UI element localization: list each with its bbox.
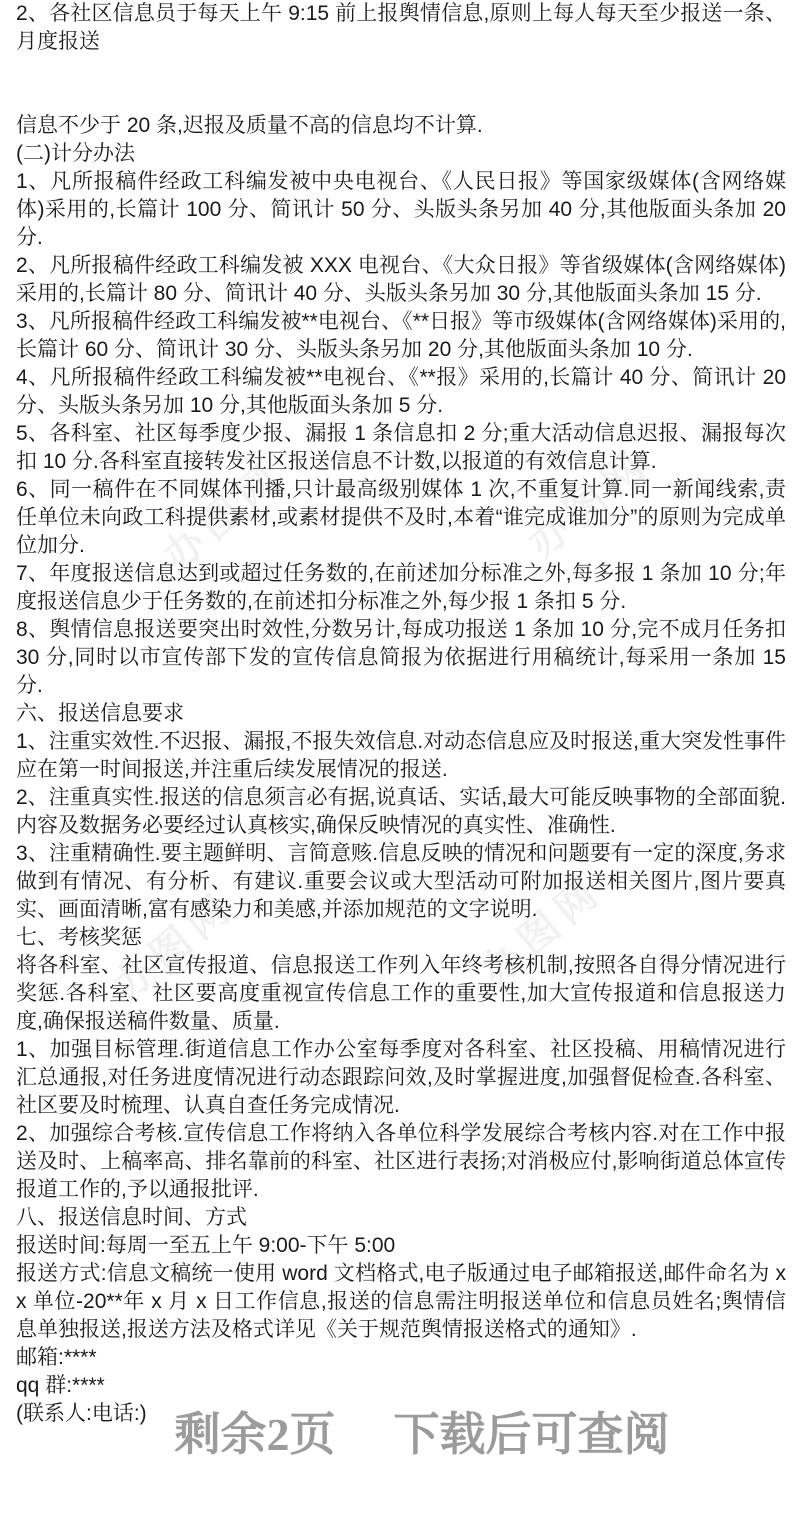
doc-paragraph: 六、报送信息要求 (16, 702, 184, 725)
download-banner (0, 1406, 800, 1464)
doc-paragraph: 报送方式:信息文稿统一使用 word 文档格式,电子版通过电子邮箱报送,邮件命名为 xx 单位-20**年 x 月 x 日工作信息,报送的信息需注明报送单位和信息员姓名;舆情信息单独报送,报送方法及格式详见《关于规范舆情报送格式的通知》. (16, 1262, 786, 1341)
doc-paragraph: 报送时间:每周一至五上午 9:00-下午 5:00 (16, 1234, 396, 1257)
site-watermark: 办图网 (154, 453, 294, 580)
doc-paragraph: 七、考核奖惩 (16, 926, 142, 949)
doc-paragraph: 2、加强综合考核.宣传信息工作将纳入各单位科学发展综合考核内容.对在工作中报送及时、上稿率高、排名靠前的科室、社区进行表扬;对消极应付,影响街道总体宣传报道工作的,予以通报批评. (16, 1122, 786, 1201)
doc-paragraph: 1、凡所报稿件经政工科编发被中央电视台、《人民日报》等国家级媒体(含网络媒体)采用的,长篇计 100 分、简讯计 50 分、头版头条另加 40 分,其他版面头条加 20 分. (16, 170, 786, 249)
doc-paragraph: 3、注重精确性.要主题鲜明、言简意赅.信息反映的情况和问题要有一定的深度,务求做到有情况、有分析、有建议.重要会议或大型活动可附加报送相关图片,图片要真实、画面清晰,富有感染力和美感,并添加规范的文字说明. (16, 842, 786, 921)
site-watermark: 办图网 (519, 440, 659, 567)
doc-paragraph: 2、注重真实性.报送的信息须言必有据,说真话、实话,最大可能反映事物的全部面貌.内容及数据务必要经过认真核实,确保反映情况的真实性、准确性. (16, 786, 787, 837)
doc-paragraph: 2、凡所报稿件经政工科编发被 XXX 电视台、《大众日报》等省级媒体(含网络媒体)采用的,长篇计 80 分、简讯计 40 分、头版头条另加 30 分,其他版面头条加 15 分. (16, 254, 786, 305)
doc-paragraph: 八、报送信息时间、方式 (16, 1206, 247, 1229)
site-watermark: 办图网 (472, 868, 612, 995)
doc-paragraph: 将各科室、社区宣传报道、信息报送工作列入年终考核机制,按照各自得分情况进行奖惩.各科室、社区要高度重视宣传信息工作的重要性,加大宣传报道和信息报送力度,确保报送稿件数量、质量. (16, 954, 786, 1033)
doc-paragraph: qq 群:**** (16, 1374, 105, 1397)
doc-paragraph: 2、各社区信息员于每天上午 9:15 前上报舆情信息,原则上每人每天至少报送一条、月度报送 (16, 2, 786, 53)
doc-paragraph: (二)计分办法 (16, 142, 135, 165)
doc-paragraph: 1、加强目标管理.街道信息工作办公室每季度对各科室、社区投稿、用稿情况进行汇总通报,对任务进度情况进行动态跟踪问效,及时掌握进度,加强督促检查.各科室、社区要及时梳理、认真自查任务完成情况. (16, 1038, 786, 1117)
doc-paragraph: (联系人:电话:) (16, 1402, 147, 1425)
doc-paragraph: 4、凡所报稿件经政工科编发被**电视台、《**报》采用的,长篇计 40 分、简讯计 20 分、头版头条另加 10 分,其他版面头条加 5 分. (16, 366, 786, 417)
doc-paragraph: 6、同一稿件在不同媒体刊播,只计最高级别媒体 1 次,不重复计算.同一新闻线索,责任单位未向政工科提供素材,或素材提供不及时,本着“谁完成谁加分”的原则为完成单位加分. (16, 478, 786, 557)
doc-paragraph: 邮箱:**** (16, 1346, 97, 1369)
doc-paragraph: 7、年度报送信息达到或超过任务数的,在前述加分标准之外,每多报 1 条加 10 分;年度报送信息少于任务数的,在前述扣分标准之外,每少报 1 条扣 5 分. (16, 562, 786, 613)
doc-paragraph: 8、舆情信息报送要突出时效性,分数另计,每成功报送 1 条加 10 分,完不成月任务扣 30 分,同时以市宣传部下发的宣传信息简报为依据进行用稿统计,每采用一条加 15 分. (16, 618, 786, 697)
download-hint-label: 下载后可查阅 (393, 1409, 670, 1460)
doc-paragraph: 3、凡所报稿件经政工科编发被**电视台、《**日报》等市级媒体(含网络媒体)采用的,长篇计 60 分、简讯计 30 分、头版头条另加 20 分,其他版面头条加 10 分. (16, 310, 786, 361)
doc-paragraph: 信息不少于 20 条,迟报及质量不高的信息均不计算. (16, 114, 483, 137)
page-break-gap (16, 56, 786, 112)
doc-paragraph: 1、注重实效性.不迟报、漏报,不报失效信息.对动态信息应及时报送,重大突发性事件应在第一时间报送,并注重后续发展情况的报送. (16, 730, 787, 781)
remaining-pages-label: 剩余2页 (174, 1409, 336, 1460)
doc-paragraph: 5、各科室、社区每季度少报、漏报 1 条信息扣 2 分;重大活动信息迟报、漏报每次扣 10 分.各科室直接转发社区报送信息不计数,以报道的有效信息计算. (16, 422, 786, 473)
site-watermark: 办图网 (104, 883, 244, 1010)
